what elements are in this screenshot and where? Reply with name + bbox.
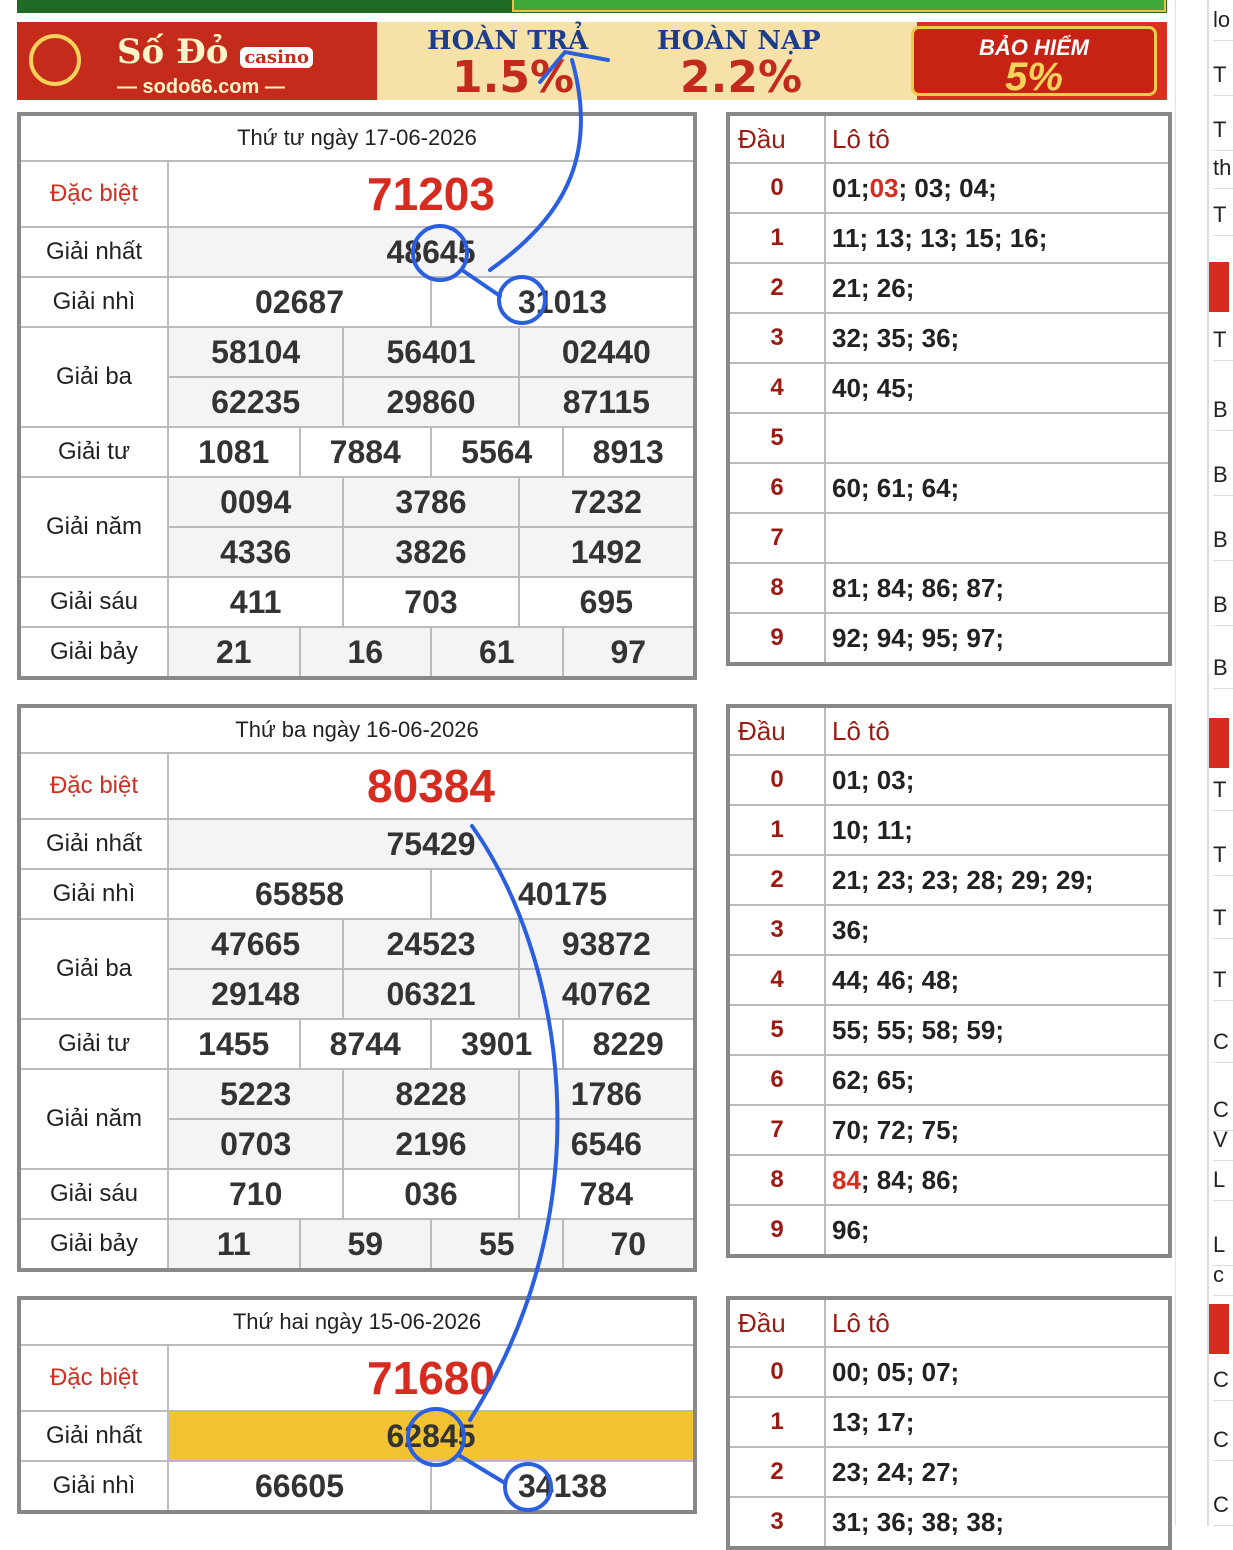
sidebar-link[interactable]: T [1213, 835, 1233, 876]
prize-line [169, 1462, 693, 1510]
top-ad-banner[interactable] [17, 0, 1167, 13]
loto-head-digit: 8 [730, 564, 826, 612]
sidebar-link[interactable]: C [1213, 1420, 1233, 1461]
loto-numbers [826, 1006, 1168, 1054]
loto-head-digit: 5 [730, 414, 826, 462]
prize-values [169, 1462, 693, 1510]
prize-line [169, 754, 693, 818]
prize-row-g7 [21, 628, 693, 676]
prize-values [169, 328, 693, 426]
prize-values [169, 1412, 693, 1460]
prize-values [169, 478, 693, 576]
sidebar-link[interactable]: T [1213, 898, 1233, 939]
prize-row-g7 [21, 1220, 693, 1268]
promo2-label: HOÀN NẠP [657, 26, 821, 56]
loto-head-digit: 9 [730, 614, 826, 662]
sidebar-link[interactable]: V [1213, 1120, 1233, 1161]
prize-number: 1455 [198, 1025, 270, 1062]
loto-head-digit: 2 [730, 264, 826, 312]
loto-head-digit: 2 [730, 1448, 826, 1496]
loto-head-digit: 4 [730, 364, 826, 412]
loto-head-digit: 2 [730, 856, 826, 904]
prize-number: 06321 [342, 970, 517, 1018]
sidebar-link[interactable]: T [1213, 960, 1233, 1001]
loto-head-loto: Lô tô [832, 1307, 890, 1338]
prize-line [169, 1118, 693, 1168]
prize-number: 16 [299, 628, 431, 676]
prize-line [169, 162, 693, 226]
loto-numbers [826, 264, 1168, 312]
prize-label: Giải nhất [21, 1412, 169, 1460]
prize-label: Giải nhất [21, 228, 169, 276]
prize-number: 02440 [518, 328, 693, 376]
prize-number: 4336 [220, 533, 292, 570]
prize-row-db [21, 162, 693, 228]
loto-numbers [826, 364, 1168, 412]
prize-values [169, 628, 693, 676]
loto-row [730, 364, 1168, 414]
prize-row-g2 [21, 1462, 693, 1510]
loto-head-digit: 5 [730, 1006, 826, 1054]
prize-number: 34138 [430, 1462, 693, 1510]
prize-row-g6 [21, 1170, 693, 1220]
sidebar-link[interactable]: C [1213, 1360, 1233, 1401]
loto-numbers [826, 1348, 1168, 1396]
loto-row [730, 1498, 1168, 1546]
special-prize-number: 71680 [367, 1352, 495, 1404]
loto-head-dau: Đầu [730, 116, 826, 162]
loto-text: 11; 13; 13; 15; 16; [832, 222, 1048, 253]
prize-number: 3826 [342, 528, 517, 576]
draw-date: Thứ hai ngày 15-06-2026 [21, 1300, 693, 1346]
prize-number: 62235 [211, 383, 301, 420]
prize-label: Giải nhì [21, 1462, 169, 1510]
banner-url: — sodo66.com — [117, 76, 285, 98]
prize-number: 6546 [518, 1120, 693, 1168]
sidebar-link[interactable]: L [1213, 1225, 1233, 1266]
prize-label: Giải nhì [21, 870, 169, 918]
loto-row [730, 414, 1168, 464]
prize-values [169, 754, 693, 818]
loto-row [730, 856, 1168, 906]
sidebar-link[interactable]: c [1213, 1255, 1233, 1296]
prize-number: 710 [228, 1175, 283, 1212]
prize-row-g6 [21, 578, 693, 628]
prize-values [169, 278, 693, 326]
loto-numbers [826, 806, 1168, 854]
prize-row-g2 [21, 278, 693, 328]
loto-table [726, 112, 1172, 666]
prize-row-g5 [21, 1070, 693, 1170]
loto-text: 13; 17; [832, 1406, 915, 1437]
loto-row [730, 1106, 1168, 1156]
loto-text: ; 84; 86; [860, 1164, 960, 1195]
loto-numbers [826, 214, 1168, 262]
prize-number: 29148 [211, 975, 301, 1012]
prize-number: 93872 [518, 920, 693, 968]
loto-numbers [826, 314, 1168, 362]
prize-number: 62845 [386, 1417, 476, 1454]
prize-label: Giải nhất [21, 820, 169, 868]
prize-number: 31013 [430, 278, 693, 326]
prize-number: 695 [518, 578, 693, 626]
prize-number: 97 [562, 628, 694, 676]
sidebar-link[interactable]: T [1213, 55, 1233, 96]
prize-label: Giải ba [21, 328, 169, 426]
loto-text: 40; 45; [832, 372, 915, 403]
loto-numbers [826, 1498, 1168, 1546]
loto-text: 23; 24; 27; [832, 1456, 960, 1487]
prize-number: 59 [299, 1220, 431, 1268]
loto-numbers [826, 1056, 1168, 1104]
results-table [17, 704, 697, 1272]
insurance-label: BẢO HIỂM [979, 35, 1089, 60]
prize-label: Đặc biệt [21, 1346, 169, 1410]
prize-line [169, 578, 693, 626]
sidebar-section-header [1209, 718, 1229, 768]
loto-row [730, 806, 1168, 856]
loto-row [730, 314, 1168, 364]
sidebar-link[interactable]: lo [1213, 0, 1233, 41]
sidebar-link[interactable]: B [1213, 520, 1233, 561]
prize-number: 1492 [518, 528, 693, 576]
prize-line [169, 376, 693, 426]
loto-head-loto: Lô tô [832, 715, 890, 746]
prize-label: Đặc biệt [21, 754, 169, 818]
loto-head-digit: 3 [730, 1498, 826, 1546]
special-prize-number: 71203 [367, 168, 495, 220]
prize-number: 3901 [430, 1020, 562, 1068]
prize-number: 2196 [342, 1120, 517, 1168]
prize-number: 411 [229, 583, 282, 620]
prize-label: Giải nhì [21, 278, 169, 326]
sidebar-link[interactable]: B [1213, 455, 1233, 496]
banner-promo-area [377, 22, 917, 103]
loto-head-digit: 0 [730, 756, 826, 804]
prize-values [169, 870, 693, 918]
prize-line [169, 1170, 693, 1218]
loto-row [730, 514, 1168, 564]
loto-head-digit: 7 [730, 514, 826, 562]
loto-head-digit: 8 [730, 1156, 826, 1204]
banner-brand: Số Đỏ casino [117, 32, 313, 72]
prize-number: 8744 [299, 1020, 431, 1068]
sidebar-link[interactable]: T [1213, 320, 1233, 361]
loto-row [730, 1206, 1168, 1254]
prize-number: 703 [342, 578, 517, 626]
loto-text: 10; 11; [832, 814, 913, 845]
prize-number: 5564 [430, 428, 562, 476]
promo1-value: 1.5% [452, 52, 575, 103]
prize-row-db [21, 754, 693, 820]
insurance-badge [911, 26, 1157, 99]
prize-number: 29860 [342, 378, 517, 426]
loto-text: 36; [832, 914, 870, 945]
prize-number: 02687 [255, 283, 344, 320]
loto-numbers [826, 956, 1168, 1004]
loto-table [726, 704, 1172, 1258]
loto-text: 70; 72; 75; [832, 1114, 960, 1145]
loto-head-loto: Lô tô [832, 123, 890, 154]
prize-line [169, 628, 693, 676]
loto-text: 01; 03; [832, 764, 915, 795]
prize-number: 61 [430, 628, 562, 676]
loto-row [730, 1448, 1168, 1498]
loto-special: 84 [832, 1164, 861, 1195]
results-table [17, 1296, 697, 1514]
prize-values [169, 578, 693, 626]
prize-number: 24523 [342, 920, 517, 968]
loto-text: 96; [832, 1214, 870, 1245]
loto-numbers [826, 414, 1168, 462]
casino-ad-banner[interactable] [17, 22, 1167, 103]
loto-text: 44; 46; 48; [832, 964, 960, 995]
prize-values [169, 1020, 693, 1068]
loto-row [730, 956, 1168, 1006]
loto-text: 60; 61; 64; [832, 472, 960, 503]
prize-values [169, 162, 693, 226]
draw-date: Thứ tư ngày 17-06-2026 [21, 116, 693, 162]
prize-number: 3786 [342, 478, 517, 526]
prize-number: 11 [216, 1225, 251, 1262]
prize-row-g4 [21, 1020, 693, 1070]
prize-number: 7884 [299, 428, 431, 476]
prize-number: 036 [342, 1170, 517, 1218]
prize-values [169, 920, 693, 1018]
loto-numbers [826, 1156, 1168, 1204]
banner-brand-sub: casino [240, 47, 313, 68]
prize-line [169, 328, 693, 376]
loto-numbers [826, 756, 1168, 804]
prize-line [169, 1070, 693, 1118]
prize-number: 5223 [220, 1075, 292, 1112]
prize-number: 40762 [518, 970, 693, 1018]
loto-special: 03 [869, 172, 899, 203]
prize-label: Giải bảy [21, 1220, 169, 1268]
loto-text: 31; 36; 38; 38; [832, 1506, 1004, 1537]
prize-row-db [21, 1346, 693, 1412]
prize-values [169, 1070, 693, 1168]
prize-values [169, 1346, 693, 1410]
loto-text: 55; 55; 58; 59; [832, 1014, 1004, 1045]
prize-number: 65858 [255, 875, 344, 912]
prize-number: 7232 [518, 478, 693, 526]
prize-number: 66605 [255, 1467, 344, 1504]
loto-row [730, 1056, 1168, 1106]
prize-number: 8229 [562, 1020, 694, 1068]
prize-number: 87115 [518, 378, 693, 426]
loto-numbers [826, 856, 1168, 904]
prize-values [169, 1170, 693, 1218]
prize-values [169, 1220, 693, 1268]
prize-row-g3 [21, 920, 693, 1020]
right-sidebar [1207, 0, 1232, 1526]
loto-header [730, 708, 1168, 756]
prize-number: 58104 [211, 333, 301, 370]
prize-line [169, 526, 693, 576]
loto-head-digit: 6 [730, 464, 826, 512]
insurance-value: 5% [1005, 55, 1063, 99]
prize-label: Giải năm [21, 1070, 169, 1168]
prize-label: Giải ba [21, 920, 169, 1018]
prize-label: Giải năm [21, 478, 169, 576]
loto-numbers [826, 614, 1168, 662]
prize-number: 8913 [562, 428, 694, 476]
loto-head-dau: Đầu [730, 708, 826, 754]
draw-date: Thứ ba ngày 16-06-2026 [21, 708, 693, 754]
sidebar-link[interactable]: B [1213, 648, 1233, 689]
prize-number: 21 [215, 633, 252, 670]
prize-values [169, 428, 693, 476]
loto-text: 62; 65; [832, 1064, 915, 1095]
loto-row [730, 1156, 1168, 1206]
banner-brand-area [17, 22, 377, 100]
prize-number: 8228 [342, 1070, 517, 1118]
prize-label: Giải tư [21, 1020, 169, 1068]
prize-number: 40175 [430, 870, 693, 918]
prize-number: 56401 [342, 328, 517, 376]
prize-number: 1081 [198, 433, 270, 470]
loto-numbers [826, 1106, 1168, 1154]
sidebar-link[interactable]: C [1213, 1090, 1233, 1131]
prize-line [169, 228, 693, 276]
prize-row-g1 [21, 1412, 693, 1462]
loto-numbers [826, 1206, 1168, 1254]
loto-head-digit: 6 [730, 1056, 826, 1104]
sidebar-link[interactable]: C [1213, 1022, 1233, 1063]
loto-row [730, 264, 1168, 314]
loto-text: 21; 26; [832, 272, 915, 303]
loto-row [730, 1398, 1168, 1448]
loto-head-digit: 3 [730, 314, 826, 362]
prize-line [169, 1220, 693, 1268]
prize-values [169, 228, 693, 276]
loto-row [730, 1006, 1168, 1056]
prize-number: 70 [562, 1220, 694, 1268]
loto-head-digit: 1 [730, 1398, 826, 1446]
sidebar-section-header [1209, 262, 1229, 312]
loto-row [730, 756, 1168, 806]
loto-row [730, 164, 1168, 214]
loto-head-digit: 1 [730, 214, 826, 262]
prize-label: Giải bảy [21, 628, 169, 676]
promo1-label: HOÀN TRẢ [427, 26, 589, 56]
loto-head-digit: 0 [730, 164, 826, 212]
prize-line [169, 920, 693, 968]
loto-row [730, 464, 1168, 514]
loto-head-digit: 9 [730, 1206, 826, 1254]
loto-text: 92; 94; 95; 97; [832, 622, 1004, 653]
loto-numbers [826, 906, 1168, 954]
prize-values [169, 820, 693, 868]
loto-text: 81; 84; 86; 87; [832, 572, 1004, 603]
loto-row [730, 1348, 1168, 1398]
loto-row [730, 906, 1168, 956]
loto-head-digit: 4 [730, 956, 826, 1004]
sidebar-link[interactable]: th [1213, 148, 1233, 189]
prize-number: 0703 [220, 1125, 292, 1162]
sidebar-link[interactable]: L [1213, 1160, 1233, 1201]
loto-head-digit: 0 [730, 1348, 826, 1396]
loto-numbers [826, 464, 1168, 512]
results-table [17, 112, 697, 680]
prize-line [169, 478, 693, 526]
prize-row-g4 [21, 428, 693, 478]
loto-header [730, 1300, 1168, 1348]
prize-number: 0094 [220, 483, 292, 520]
loto-head-digit: 1 [730, 806, 826, 854]
prize-row-g1 [21, 228, 693, 278]
prize-line [169, 1020, 693, 1068]
prize-number: 48645 [386, 233, 476, 270]
loto-text: 32; 35; 36; [832, 322, 960, 353]
prize-line [169, 1412, 693, 1460]
prize-line [169, 870, 693, 918]
prize-label: Giải sáu [21, 578, 169, 626]
sidebar-link[interactable]: T [1213, 110, 1233, 151]
loto-numbers [826, 1398, 1168, 1446]
prize-line [169, 968, 693, 1018]
sidebar-link[interactable]: B [1213, 585, 1233, 626]
loto-head-digit: 3 [730, 906, 826, 954]
loto-text: 01; [832, 172, 870, 203]
prize-row-g5 [21, 478, 693, 578]
loto-row [730, 214, 1168, 264]
loto-text: 21; 23; 23; 28; 29; 29; [832, 864, 1094, 895]
prize-number: 784 [518, 1170, 693, 1218]
loto-row [730, 614, 1168, 662]
top-ad-strip [512, 0, 1166, 12]
prize-row-g3 [21, 328, 693, 428]
prize-line [169, 278, 693, 326]
loto-header [730, 116, 1168, 164]
prize-number: 75429 [386, 825, 476, 862]
loto-text: ; 03; 04; [898, 172, 997, 203]
loto-head-digit: 7 [730, 1106, 826, 1154]
loto-table [726, 1296, 1172, 1550]
prize-line [169, 820, 693, 868]
prize-line [169, 1346, 693, 1410]
sidebar-link[interactable]: T [1213, 195, 1233, 236]
prize-label: Giải sáu [21, 1170, 169, 1218]
prize-label: Đặc biệt [21, 162, 169, 226]
loto-numbers [826, 164, 1168, 212]
prize-row-g2 [21, 870, 693, 920]
loto-numbers [826, 1448, 1168, 1496]
sidebar-link[interactable]: C [1213, 1485, 1233, 1526]
loto-text: 00; 05; 07; [832, 1356, 960, 1387]
column-divider [1175, 0, 1176, 1526]
prize-label: Giải tư [21, 428, 169, 476]
sidebar-link[interactable]: B [1213, 390, 1233, 431]
loto-numbers [826, 514, 1168, 562]
prize-row-g1 [21, 820, 693, 870]
casino-logo-icon [29, 34, 81, 86]
prize-number: 1786 [518, 1070, 693, 1118]
sidebar-section-header [1209, 1304, 1229, 1354]
loto-head-dau: Đầu [730, 1300, 826, 1346]
sidebar-link[interactable]: T [1213, 770, 1233, 811]
special-prize-number: 80384 [367, 760, 495, 812]
loto-row [730, 564, 1168, 614]
prize-number: 47665 [211, 925, 301, 962]
prize-number: 55 [430, 1220, 562, 1268]
promo2-value: 2.2% [680, 52, 803, 103]
loto-numbers [826, 564, 1168, 612]
prize-line [169, 428, 693, 476]
